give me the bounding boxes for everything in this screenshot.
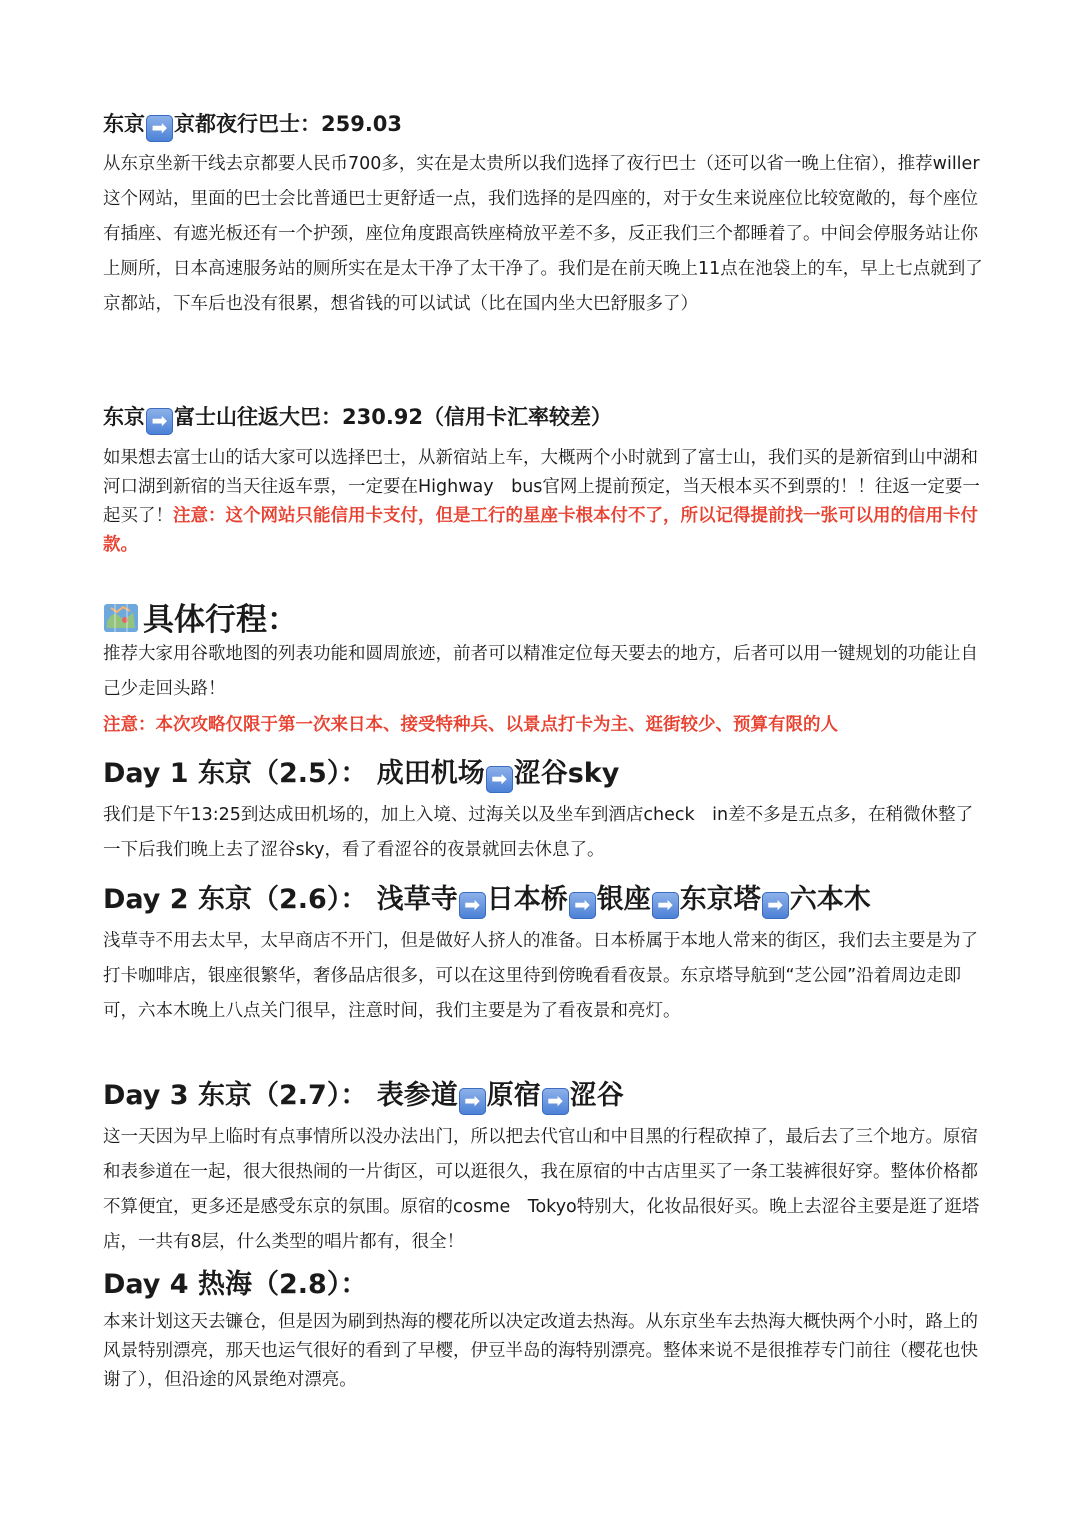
title-destination: 京都夜行巴士：259.03 <box>174 112 403 136</box>
day1-prefix: Day 1 东京（2.5）： <box>103 758 368 789</box>
day3-prefix: Day 3 东京（2.7）： <box>103 1080 368 1111</box>
day3-stop: 涩谷 <box>569 1080 624 1111</box>
map-icon <box>103 602 139 634</box>
day2-heading <box>103 877 871 919</box>
itinerary-title: 具体行程： <box>143 602 298 638</box>
day3-heading <box>103 1073 624 1115</box>
right-arrow-icon: ➡ <box>542 1088 569 1115</box>
itinerary-heading <box>103 594 298 639</box>
day1-stop: 成田机场 <box>376 758 485 789</box>
title-origin: 东京 <box>103 405 145 429</box>
fuji-body-text: 如果想去富士山的话大家可以选择巴士，从新宿站上车，大概两个小时就到了富士山，我们买的是新宿到山中湖和河口湖到新宿的当天往返车票，一定要在Highway bus官网上提前预定，当天根本买不到票的！！往返一定要一起买了！ <box>103 448 980 526</box>
day1-stop: 涩谷sky <box>513 758 620 789</box>
right-arrow-icon: ➡ <box>652 892 679 919</box>
bus-section-body: 从东京坐新干线去京都要人民币700多，实在是太贵所以我们选择了夜行巴士（还可以省一晚上住宿），推荐willer这个网站，里面的巴士会比普通巴士更舒适一点，我们选择的是四座的，对于女生来说座位比较宽敞的，每个座位有插座、有遮光板还有一个护颈，座位角度跟高铁座椅放平差不多，反正我们三个都睡着了。中间会停服务站让你上厕所，日本高速服务站的厕所实在是太干净了太干净了。我们是在前天晚上11点在池袋上的车，早上七点就到了京都站，下车后也没有很累，想省钱的可以试试（比在国内坐大巴舒服多了） <box>103 154 983 314</box>
right-arrow-icon: ➡ <box>459 892 486 919</box>
day4-prefix: Day 4 热海（2.8）： <box>103 1269 368 1300</box>
right-arrow-icon: ➡ <box>146 408 173 435</box>
day2-stop: 银座 <box>596 884 651 915</box>
day2-stop: 浅草寺 <box>376 884 458 915</box>
itinerary-intro: 推荐大家用谷歌地图的列表功能和圆周旅迹，前者可以精准定位每天要去的地方，后者可以用一键规划的功能让自己少走回头路！ <box>103 644 978 699</box>
fuji-section-title <box>103 401 612 435</box>
day3-stop: 表参道 <box>376 1080 458 1111</box>
right-arrow-icon: ➡ <box>459 1088 486 1115</box>
title-origin: 东京 <box>103 112 145 136</box>
fuji-warning-note: 注意：这个网站只能信用卡支付，但是工行的星座卡根本付不了，所以记得提前找一张可以用的信用卡付款。 <box>103 506 978 555</box>
right-arrow-icon: ➡ <box>762 892 789 919</box>
day4-body: 本来计划这天去镰仓，但是因为刷到热海的樱花所以决定改道去热海。从东京坐车去热海大概快两个小时，路上的风景特别漂亮，那天也运气很好的看到了早樱，伊豆半岛的海特别漂亮。整体来说不是很推荐专门前往（樱花也快谢了），但沿途的风景绝对漂亮。 <box>103 1312 978 1390</box>
day4-heading <box>103 1262 367 1301</box>
day1-body: 我们是下午13:25到达成田机场的，加上入境、过海关以及坐车到酒店check in差不多是五点多，在稍微休整了一下后我们晚上去了涩谷sky，看了看涩谷的夜景就回去休息了。 <box>103 805 974 860</box>
fuji-section-body <box>103 444 983 560</box>
right-arrow-icon: ➡ <box>146 115 173 142</box>
day2-stop: 六本木 <box>789 884 871 915</box>
right-arrow-icon: ➡ <box>569 892 596 919</box>
itinerary-warning: 注意：本次攻略仅限于第一次来日本、接受特种兵、以景点打卡为主、逛街较少、预算有限的人 <box>103 715 838 735</box>
day3-stop: 原宿 <box>486 1080 541 1111</box>
bus-section-title <box>103 108 402 142</box>
day1-heading <box>103 751 619 793</box>
day3-body: 这一天因为早上临时有点事情所以没办法出门，所以把去代官山和中目黑的行程砍掉了，最后去了三个地方。原宿和表参道在一起，很大很热闹的一片街区，可以逛很久，我在原宿的中古店里买了一条工装裤很好穿。整体价格都不算便宜，更多还是感受东京的氛围。原宿的cosme Tokyo特别大，化妆品很好买。晚上去涩谷主要是逛了逛塔店，一共有8层，什么类型的唱片都有，很全！ <box>103 1127 980 1252</box>
day2-stop: 东京塔 <box>679 884 761 915</box>
right-arrow-icon: ➡ <box>486 766 513 793</box>
day2-prefix: Day 2 东京（2.6）： <box>103 884 368 915</box>
title-destination: 富士山往返大巴：230.92（信用卡汇率较差） <box>174 405 613 429</box>
day2-stop: 日本桥 <box>486 884 568 915</box>
day2-body: 浅草寺不用去太早，太早商店不开门，但是做好人挤人的准备。日本桥属于本地人常来的街区，我们去主要是为了打卡咖啡店，银座很繁华，奢侈品店很多，可以在这里待到傍晚看看夜景。东京塔导航到“芝公园”沿着周边走即可，六本木晚上八点关门很早，注意时间，我们主要是为了看夜景和亮灯。 <box>103 931 978 1021</box>
